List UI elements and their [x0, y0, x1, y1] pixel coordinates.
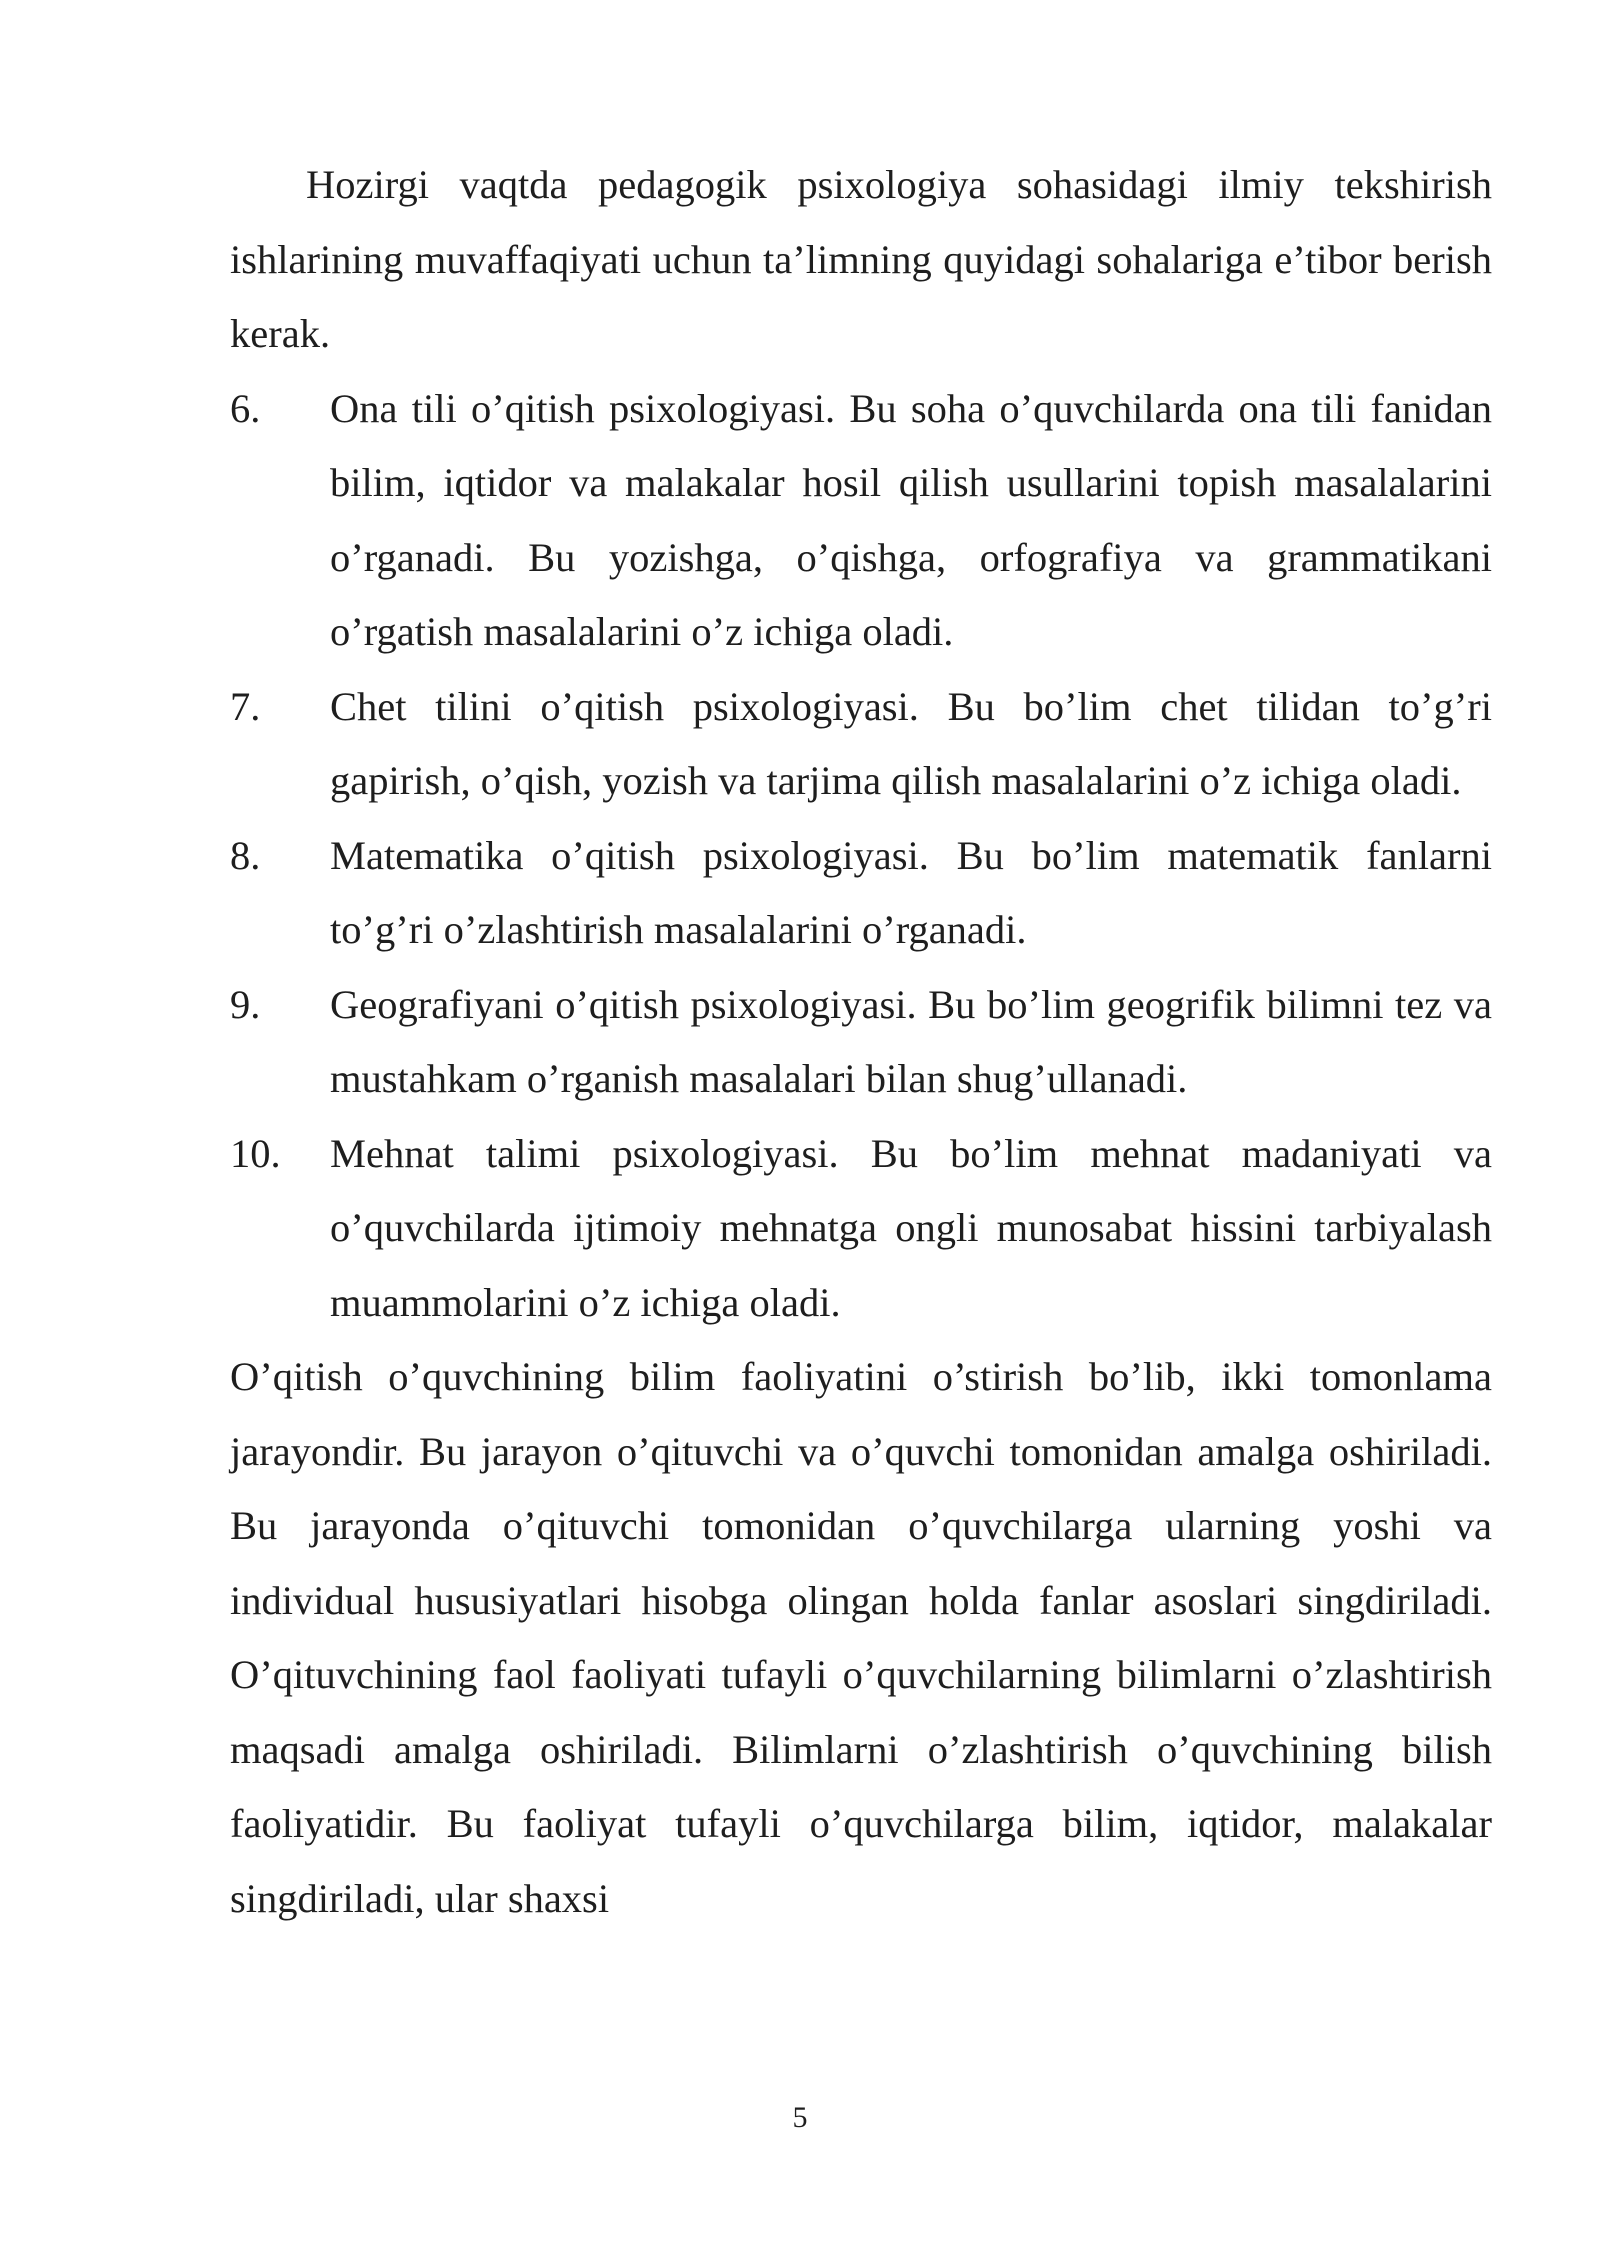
list-item-text: Geografiyani o’qitish psixologiyasi. Bu bo’lim geogrifik bilimni tez va mustahkam o’rganish masalalari bilan shug’ullanadi.	[330, 981, 1492, 1101]
list-item-number: 10.	[230, 1130, 281, 1176]
list-item	[230, 1117, 1492, 1341]
topic-list	[230, 372, 1492, 1341]
list-item	[230, 968, 1492, 1117]
page-number: 5	[792, 2101, 808, 2134]
intro-paragraph: Hozirgi vaqtda pedagogik psixologiya sohasidagi ilmiy tekshirish ishlarining muvaffaqiyati uchun ta’limning quyidagi sohalariga e’tibor berish kerak.	[230, 162, 1492, 356]
list-item-number: 7.	[230, 683, 261, 729]
list-item-number: 9.	[230, 981, 261, 1027]
list-item-text: Matematika o’qitish psixologiyasi. Bu bo’lim matematik fanlarni to’g’ri o’zlashtirish masalalarini o’rganadi.	[330, 832, 1492, 952]
list-item	[230, 819, 1492, 968]
list-item	[230, 372, 1492, 670]
list-item	[230, 670, 1492, 819]
list-item-text: Mehnat talimi psixologiyasi. Bu bo’lim mehnat madaniyati va o’quvchilarda ijtimoiy mehnatga ongli munosabat hissini tarbiyalash muammolarini o’z ichiga oladi.	[330, 1130, 1492, 1325]
list-item-number: 8.	[230, 832, 261, 878]
list-item-number: 6.	[230, 385, 261, 431]
page-content	[230, 148, 1492, 1936]
closing-paragraph: O’qitish o’quvchining bilim faoliyatini o’stirish bo’lib, ikki tomonlama jarayondir. Bu jarayon o’qituvchi va o’quvchi tomonidan amalga oshiriladi. Bu jarayonda o’qituvchi tomonidan o’quvchilarga ularning yoshi va individual hususiyatlari hisobga olingan holda fanlar asoslari singdiriladi. O’qituvchining faol faoliyati tufayli o’quvchilarning bilimlarni o’zlashtirish maqsadi amalga oshiriladi. Bilimlarni o’zlashtirish o’quvchining bilish faoliyatidir. Bu faoliyat tufayli o’quvchilarga bilim, iqtidor, malakalar singdiriladi, ular shaxsi	[230, 1354, 1492, 1921]
list-item-text: Chet tilini o’qitish psixologiyasi. Bu bo’lim chet tilidan to’g’ri gapirish, o’qish, yozish va tarjima qilish masalalarini o’z ichiga oladi.	[330, 683, 1492, 803]
list-item-text: Ona tili o’qitish psixologiyasi. Bu soha o’quvchilarda ona tili fanidan bilim, iqtidor va malakalar hosil qilish usullarini topish masalalarini o’rganadi. Bu yozishga, o’qishga, orfografiya va grammatikani o’rgatish masalalarini o’z ichiga oladi.	[330, 385, 1492, 654]
